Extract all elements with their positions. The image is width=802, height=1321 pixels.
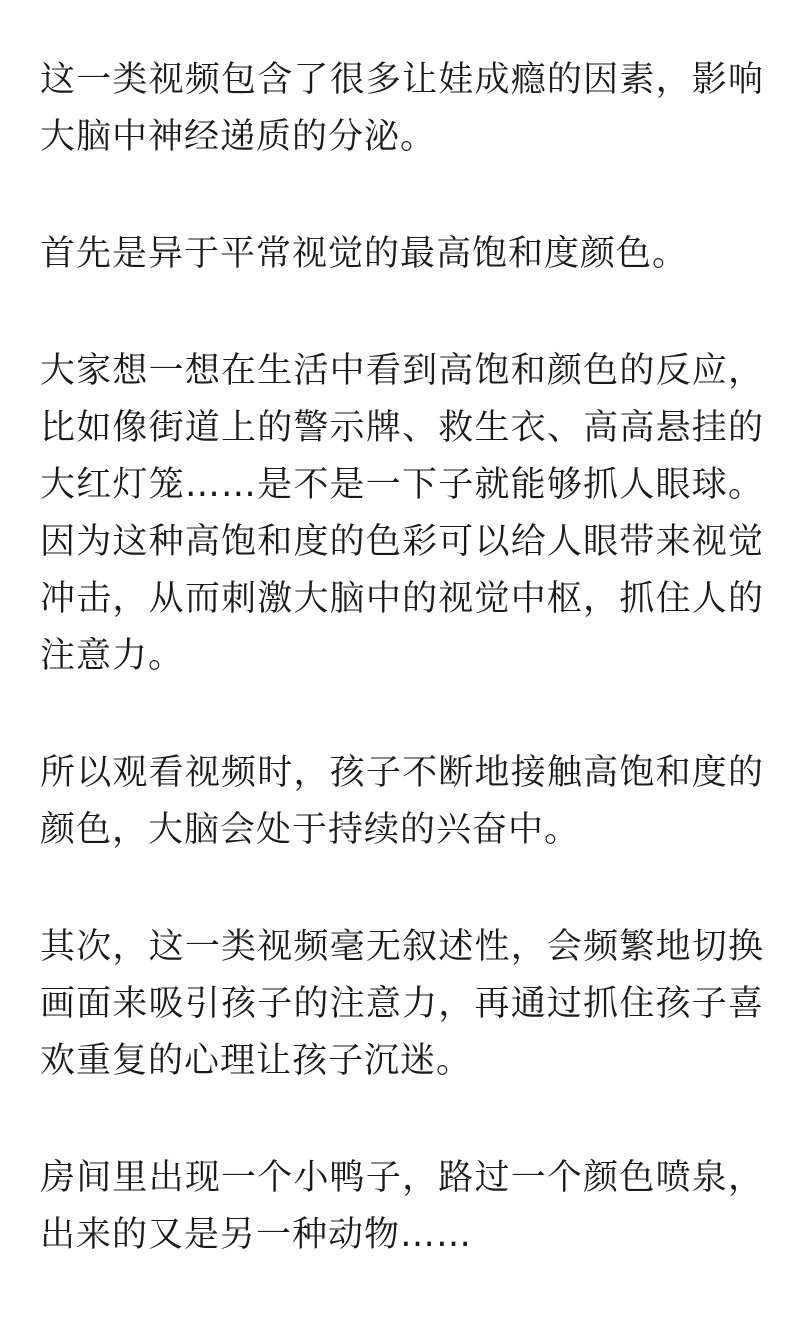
paragraph-brain-excitement: 所以观看视频时，孩子不断地接触高饱和度的颜色，大脑会处于持续的兴奋中。 (40, 753, 764, 850)
paragraph-high-saturation: 首先是异于平常视觉的最高饱和度颜色。 (40, 234, 689, 274)
article-body (40, 52, 764, 1264)
paragraph-color-reaction: 大家想一想在生活中看到高饱和颜色的反应，比如像街道上的警示牌、救生衣、高高悬挂的大红灯笼……是不是一下子就能够抓人眼球。因为这种高饱和度的色彩可以给人眼带来视觉冲击，从而刺激大脑中的视觉中枢，抓住人的注意力。 (40, 351, 764, 676)
paragraph-example-scene: 房间里出现一个小鸭子，路过一个颜色喷泉，出来的又是另一种动物…… (40, 1158, 764, 1255)
paragraph-addictive-factors: 这一类视频包含了很多让娃成瘾的因素，影响大脑中神经递质的分泌。 (40, 60, 764, 157)
paragraph-scene-switching: 其次，这一类视频毫无叙述性，会频繁地切换画面来吸引孩子的注意力，再通过抓住孩子喜欢重复的心理让孩子沉迷。 (40, 927, 764, 1081)
